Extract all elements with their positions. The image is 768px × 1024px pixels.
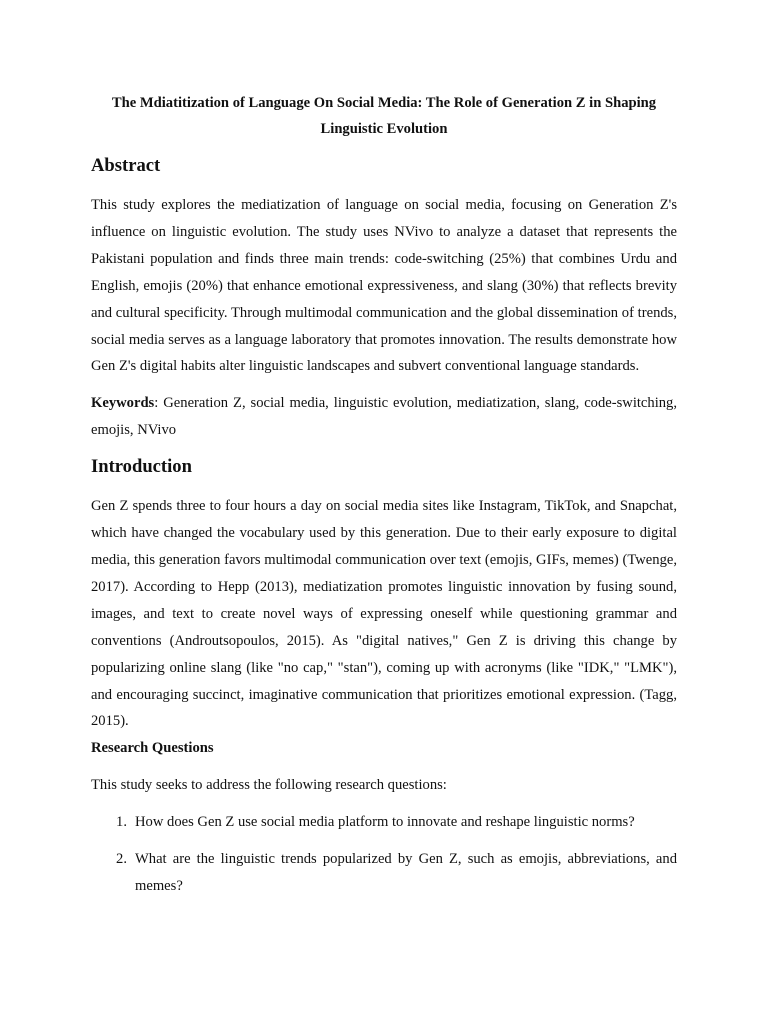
research-question-item [91,809,677,836]
keywords-list: : Generation Z, social media, linguistic evolution, mediatization, slang, code-switching, emojis, NVivo [91,395,677,439]
research-question-text: What are the linguistic trends popularized by Gen Z, such as emojis, abbreviations, and memes? [135,851,677,895]
keywords-label: Keywords [91,395,155,412]
research-question-number: 1. [116,814,127,831]
research-question-number: 2. [116,851,127,868]
introduction-heading: Introduction [91,456,192,478]
research-questions-intro: This study seeks to address the following research questions: [91,777,447,794]
research-questions-heading: Research Questions [91,740,214,757]
research-question-text: How does Gen Z use social media platform to innovate and reshape linguistic norms? [135,814,635,831]
document-page [91,90,677,910]
research-questions-list [91,809,677,900]
research-question-item [91,846,677,900]
abstract-heading: Abstract [91,155,161,176]
keywords-paragraph [91,390,677,444]
introduction-body: Gen Z spends three to four hours a day on social media sites like Instagram, TikTok, and Snapchat, which have changed the vocabulary used by this generation. Due to their early exposure to digital media, this generation favors multimodal communication over text (emojis, GIFs, memes) (Twenge, 2017). According to Hepp (2013), mediatization promotes linguistic innovation by fusing sound, images, and text to create novel ways of expressing oneself while questioning grammar and conventions (Androutsopoulos, 2015). As "digital natives," Gen Z is driving this change by popularizing online slang (like "no cap," "stan"), coming up with acronyms (like "IDK," "LMK"), and encouraging succinct, imaginative communication that prioritizes emotional expression. (Tagg, 2015). [91,498,677,730]
paper-title: The Mdiatitization of Language On Social Media: The Role of Generation Z in Shaping Linguistic Evolution [111,95,657,137]
abstract-body: This study explores the mediatization of language on social media, focusing on Generation Z's influence on linguistic evolution. The study uses NVivo to analyze a dataset that represents the Pakistani population and finds three main trends: code-switching (25%) that combines Urdu and English, emojis (20%) that enhance emotional expressiveness, and slang (30%) that reflects brevity and cultural specificity. Through multimodal communication and the global dissemination of trends, social media serves as a language laboratory that promotes innovation. The results demonstrate how Gen Z's digital habits alter linguistic landscapes and subvert conventional language standards. [91,197,677,375]
